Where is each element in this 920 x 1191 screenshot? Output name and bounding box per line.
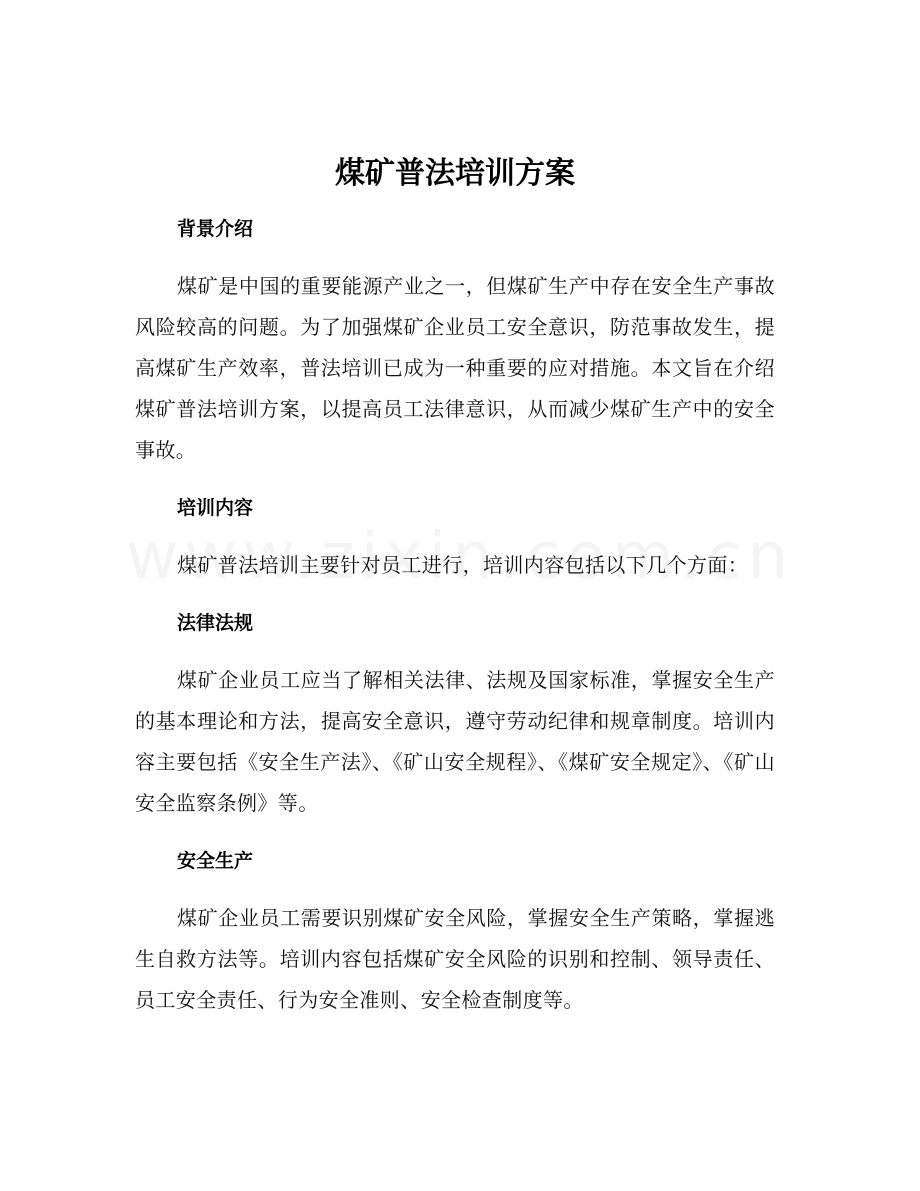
section-paragraph-background: 煤矿是中国的重要能源产业之一，但煤矿生产中存在安全生产事故风险较高的问题。为了加强煤矿企业员工安全意识，防范事故发生，提高煤矿生产效率，普法培训已成为一种重要的应对措施。本文旨在介绍煤矿普法培训方案，以提高员工法律意识，从而减少煤矿生产中的安全事故。 (135, 274, 775, 462)
section-heading-laws: 法律法规 (177, 612, 254, 634)
section-heading-training-content: 培训内容 (177, 497, 254, 519)
section-paragraph-safety: 煤矿企业员工需要识别煤矿安全风险，掌握安全生产策略，掌握逃生自救方法等。培训内容包括煤矿安全风险的识别和控制、领导责任、员工安全责任、行为安全准则、安全检查制度等。 (135, 906, 775, 1012)
section-heading-safety: 安全生产 (177, 850, 254, 872)
document-title: 煤矿普法培训方案 (335, 156, 575, 191)
section-paragraph-training-content: 煤矿普法培训主要针对员工进行，培训内容包括以下几个方面： (177, 553, 749, 577)
section-paragraph-laws: 煤矿企业员工应当了解相关法律、法规及国家标准，掌握安全生产的基本理论和方法，提高安全意识，遵守劳动纪律和规章制度。培训内容主要包括《安全生产法》、《矿山安全规程》、《煤矿安全规定》、《矿山安全监察条例》等。 (135, 668, 775, 815)
document-body (135, 148, 775, 1021)
section-heading-background: 背景介绍 (177, 218, 254, 240)
